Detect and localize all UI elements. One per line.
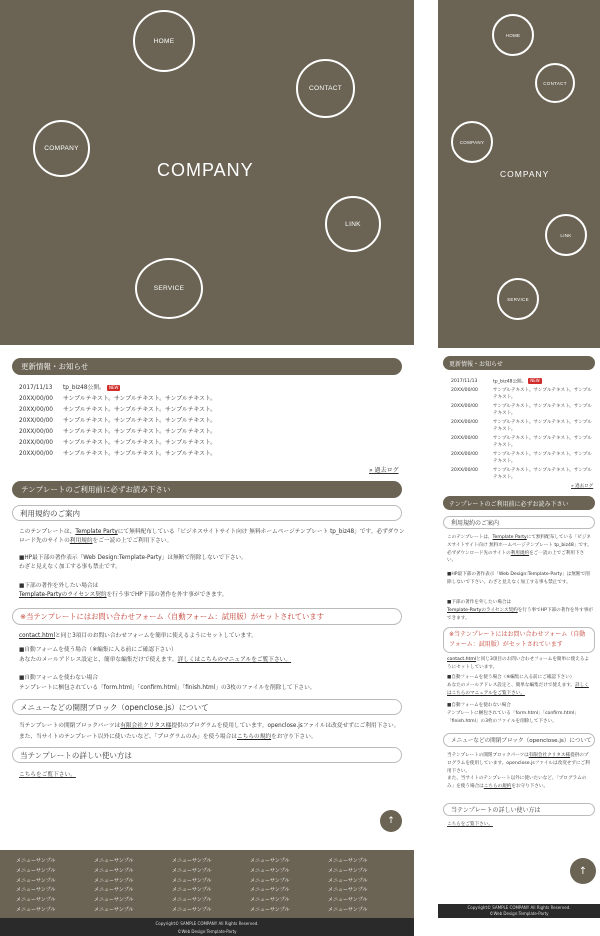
detail-link[interactable]: こちらをご覧下さい。: [19, 772, 76, 778]
news-item-mobile: [449, 419, 595, 433]
terms-heading: 利用規約のご案内: [12, 505, 402, 521]
news-date: 20XX/00/00: [451, 452, 478, 457]
footer-menu-item[interactable]: メニューサンプル: [94, 858, 134, 864]
footer-menu-item[interactable]: メニューサンプル: [172, 887, 212, 894]
footer-menu-item[interactable]: メニューサンプル: [16, 907, 56, 913]
detail-heading-mobile: 当テンプレートの詳しい使い方は: [443, 803, 595, 816]
manual-link-mobile[interactable]: 詳しくはこちらのマニュアルをご覧下さい。: [447, 682, 589, 696]
footer-menu-item[interactable]: メニューサンプル: [16, 887, 56, 894]
news-date: 20XX/00/00: [451, 468, 478, 473]
arrow-up-icon: ↑: [387, 816, 395, 826]
pagetop-button[interactable]: [380, 810, 402, 832]
footer-menu-item[interactable]: メニューサンプル: [172, 867, 212, 874]
news-date: 20XX/00/00: [19, 440, 53, 446]
terms-paragraph: このテンプレートは、Template Partyにて無料配布している「ビジネスサイトサイト向け 無料ホームページテンプレート tp_biz48」です。必ずダウン ロード先のサイトの利用規約をご一読の上でご利用下さい。: [19, 529, 405, 544]
news-text: サンプルテキスト。サンプルテキスト。サンプルテキスト。: [493, 468, 592, 480]
news-text: サンプルテキスト。サンプルテキスト。サンプルテキスト。: [493, 436, 592, 448]
footer-menu-item[interactable]: メニューサンプル: [172, 877, 212, 884]
news-item: [19, 448, 216, 457]
footer-menu-item[interactable]: メニューサンプル: [94, 887, 134, 894]
news-date: 20XX/00/00: [19, 418, 53, 424]
detail-link-mobile[interactable]: こちらをご覧下さい。: [447, 822, 493, 827]
footer-menu-item[interactable]: メニューサンプル: [328, 877, 368, 884]
footer-menu-item[interactable]: メニューサンプル: [250, 858, 290, 864]
license-note-mobile: ■下部の著作を外したい場合は Template-Partyのライセンス契約を行う事でHP下部の著作を外す事ができます。: [447, 600, 593, 621]
news-date: 20XX/00/00: [451, 420, 478, 425]
news-item: [19, 437, 216, 446]
news-date: 2017/11/13: [19, 385, 53, 391]
terms-paragraph-mobile: このテンプレートは、Template Partyにて無料配布している「ビジネスサイトサイト向け 無料ホームページテンプレート tp_biz48」です。必ずダウンロード先のサイトの利用規約をご一読の上でご利用下さい。: [447, 535, 592, 564]
footer-menu-item[interactable]: メニューサンプル: [328, 907, 368, 913]
news-item: [19, 426, 216, 435]
footer-menu-item[interactable]: メニューサンプル: [172, 907, 212, 913]
pagetop-button-mobile[interactable]: [570, 858, 596, 884]
site-logo-mobile[interactable]: COMPANY: [500, 169, 550, 179]
form-nouse-note-mobile: ■自動フォームを使わない場合 テンプレートに梱包されている「form.html」「confirm.html」「finish.html」の3枚のファイルを削除して下さい。: [447, 703, 579, 724]
footer-menu-item[interactable]: メニューサンプル: [94, 907, 134, 913]
new-badge: NEW: [108, 384, 119, 390]
footer-menu-item[interactable]: メニューサンプル: [250, 867, 290, 874]
news-text: サンプルテキスト。サンプルテキスト。サンプルテキスト。: [493, 404, 592, 416]
form-use-note-mobile: ■自動フォームを使う場合（※編集に入る前にご確認下さい） あなたのメールアドレス設定と、簡単な編集だけで使えます。詳しくはこちらのマニュアルをご覧下さい。: [447, 675, 589, 696]
form-heading-mobile: ※当テンプレートにはお問い合わせフォーム（自動フォーム：試用版）がセットされています: [443, 627, 595, 653]
nav-home-mobile[interactable]: HOME: [492, 14, 534, 56]
news-item: [19, 382, 120, 391]
news-item-mobile: [449, 451, 595, 465]
nav-company-mobile[interactable]: COMPANY: [451, 121, 493, 163]
contact-html-link-mobile[interactable]: contact.html: [447, 657, 477, 662]
news-item-mobile: [449, 403, 595, 417]
terms-link[interactable]: 利用規約: [69, 538, 93, 544]
news-item-mobile: [449, 378, 595, 386]
footer-menu-item[interactable]: メニューサンプル: [328, 867, 368, 874]
template-party-link-mobile[interactable]: Template Party: [492, 535, 527, 540]
footer-menu-item[interactable]: メニューサンプル: [250, 907, 290, 913]
guide-heading-mobile: テンプレートのご利用前に必ずお読み下さい: [443, 496, 595, 510]
news-date: 20XX/00/00: [451, 388, 478, 393]
nav-link-mobile[interactable]: LINK: [545, 214, 587, 256]
news-item-mobile: [449, 467, 595, 481]
nav-contact-mobile[interactable]: CONTACT: [535, 63, 575, 103]
arrow-up-icon: ↑: [578, 865, 588, 877]
site-logo[interactable]: COMPANY: [157, 160, 254, 180]
news-date: 20XX/00/00: [19, 429, 53, 435]
news-item: [19, 404, 216, 413]
footer-menu-item[interactable]: メニューサンプル: [16, 877, 56, 884]
form-paragraph-mobile: contact.htmlと同じ3項目のお問い合わせフォームを簡単に使えるようにセットしています。: [447, 657, 590, 670]
news-date: 20XX/00/00: [451, 404, 478, 409]
past-log-link-mobile[interactable]: » 過去ログ: [571, 484, 594, 489]
license-note: ■下部の著作を外したい場合は Template-Partyのライセンス契約を行う事でHP下部の著作を外す事ができます。: [19, 583, 228, 598]
form-heading: ※当テンプレートにはお問い合わせフォーム（自動フォーム：試用版）がセットされています: [12, 608, 402, 625]
footer-menu-item[interactable]: メニューサンプル: [172, 897, 212, 904]
footer-menu-item[interactable]: メニューサンプル: [94, 867, 134, 874]
template-party-link[interactable]: Template Party: [75, 529, 118, 535]
credit-link[interactable]: ©Web Design:Template-Party: [177, 929, 237, 934]
news-text: サンプルテキスト。サンプルテキスト。サンプルテキスト。: [63, 407, 217, 413]
menu-paragraph-mobile: 当テンプレートの開閉ブロックパーツは有限会社クリタス様提供のプログラムを使用しています。openclose.jsファイルは改変せずにご利用下さい。 また、当サイトのテンプレート以外に使いたいなど、「プログラムのみ」を使う場合はこちらの規約をお守り下さい。: [447, 753, 590, 790]
footer-menu-item[interactable]: メニューサンプル: [94, 897, 134, 904]
news-text: サンプルテキスト。サンプルテキスト。サンプルテキスト。: [493, 452, 592, 464]
menu-paragraph: 当テンプレートの開閉ブロックパーツは有限会社クリタス様提供のプログラムを使用しています。openclose.jsファイルは改変せずにご利用下さい。 また、当サイトのテンプレート以外に使いたいなど、「プログラムのみ」を使う場合はこちらの規約をお守り下さい。: [19, 723, 400, 740]
copyright-note-mobile: ■HP最下部の著作表示「Web Design:Template-Party」は無断で削除しないで下さい。わざと見えなく加工する事も禁止です。: [447, 572, 590, 585]
news-heading: 更新情報・お知らせ: [12, 358, 402, 375]
license-link-mobile[interactable]: Template-Partyのライセンス契約: [447, 607, 518, 613]
footer-menu-item[interactable]: メニューサンプル: [328, 887, 368, 894]
contact-html-link[interactable]: contact.html: [19, 633, 56, 639]
form-nouse-note: ■自動フォームを使わない場合 テンプレートに梱包されている「form.html」「confirm.html」「finish.html」の3枚のファイルを削除して下さい。: [19, 675, 316, 691]
form-paragraph: contact.htmlと同じ3項目のお問い合わせフォームを簡単に使えるようにセットしています。: [19, 633, 257, 639]
news-item-mobile: [449, 387, 595, 401]
footer-menu-item[interactable]: メニューサンプル: [94, 877, 134, 884]
footer-menu-item[interactable]: メニューサンプル: [16, 867, 56, 874]
terms-heading-mobile: 利用規約のご案内: [443, 516, 595, 529]
kuritasu-link[interactable]: 有限会社クリタス様: [120, 723, 172, 729]
footer-menu-item[interactable]: メニューサンプル: [172, 858, 212, 864]
news-item: [19, 415, 216, 424]
footer-menu-item[interactable]: メニューサンプル: [16, 858, 56, 864]
past-log-link[interactable]: » 過去ログ: [369, 467, 399, 474]
rules-link[interactable]: こちらの規約: [237, 734, 272, 740]
news-date: 20XX/00/00: [19, 396, 53, 402]
footer-copyright-mobile: Copyright© SAMPLE COMPANY All Rights Reserved. ©Web Design:Template-Party: [438, 904, 600, 918]
credit-link-mobile[interactable]: ©Web Design:Template-Party: [489, 910, 549, 916]
news-heading-mobile: 更新情報・お知らせ: [443, 356, 595, 370]
news-text: サンプルテキスト。サンプルテキスト。サンプルテキスト。: [63, 451, 217, 457]
detail-heading: 当テンプレートの詳しい使い方は: [12, 747, 402, 763]
news-date: 2017/11/13: [451, 379, 478, 384]
footer-copyright: Copyright© SAMPLE COMPANY All Rights Reserved. ©Web Design:Template-Party: [0, 918, 414, 936]
news-text: tp_biz48公開。: [63, 385, 105, 391]
menu-heading-mobile: メニューなどの開閉ブロック（openclose.js）について: [443, 733, 595, 747]
news-date: 20XX/00/00: [451, 436, 478, 441]
terms-link-mobile[interactable]: 利用規約: [510, 550, 530, 556]
nav-company[interactable]: COMPANY: [33, 120, 90, 177]
kuritasu-link-mobile[interactable]: 有限会社クリタス様: [528, 753, 571, 758]
guide-heading: テンプレートのご利用前に必ずお読み下さい: [12, 481, 402, 498]
news-text: サンプルテキスト。サンプルテキスト。サンプルテキスト。: [63, 440, 217, 446]
nav-service[interactable]: SERVICE: [135, 258, 203, 319]
manual-link[interactable]: 詳しくはこちらのマニュアルをご覧下さい。: [177, 657, 292, 663]
news-text: サンプルテキスト。サンプルテキスト。サンプルテキスト。: [493, 388, 592, 400]
menu-heading: メニューなどの開閉ブロック（openclose.js）について: [12, 699, 402, 715]
news-item: [19, 393, 216, 402]
footer-menu-item[interactable]: メニューサンプル: [328, 897, 368, 904]
news-text: サンプルテキスト。サンプルテキスト。サンプルテキスト。: [63, 429, 217, 435]
nav-link[interactable]: LINK: [325, 196, 381, 252]
nav-service-mobile[interactable]: SERVICE: [497, 278, 539, 320]
footer-menu-item[interactable]: メニューサンプル: [250, 897, 290, 904]
news-date: 20XX/00/00: [19, 407, 53, 413]
news-text: サンプルテキスト。サンプルテキスト。サンプルテキスト。: [63, 396, 217, 402]
news-text: tp_biz48公開。 NEW: [493, 378, 540, 385]
news-text: サンプルテキスト。サンプルテキスト。サンプルテキスト。: [63, 418, 217, 424]
news-text: サンプルテキスト。サンプルテキスト。サンプルテキスト。: [493, 420, 592, 432]
license-link[interactable]: Template-Partyのライセンス契約: [19, 592, 107, 598]
news-item-mobile: [449, 435, 595, 449]
nav-contact[interactable]: CONTACT: [296, 59, 355, 118]
footer-menu-item[interactable]: メニューサンプル: [328, 858, 368, 864]
new-badge: NEW: [530, 378, 540, 383]
copyright-note: ■HP最下部の著作表示「Web Design:Template-Party」は無断で削除しないで下さい。 わざと見えなく加工する事も禁止です。: [19, 555, 247, 570]
footer-menu-item[interactable]: メニューサンプル: [16, 897, 56, 904]
form-use-note: ■自動フォームを使う場合（※編集に入る前にご確認下さい） あなたのメールアドレス設定と、簡単な編集だけで使えます。詳しくはこちらのマニュアルをご覧下さい。: [19, 647, 292, 663]
footer-menu-item[interactable]: メニューサンプル: [250, 887, 290, 894]
news-date: 20XX/00/00: [19, 451, 53, 457]
footer-menu-item[interactable]: メニューサンプル: [250, 877, 290, 884]
rules-link-mobile[interactable]: こちらの規約: [483, 784, 512, 790]
nav-home[interactable]: HOME: [133, 10, 195, 72]
